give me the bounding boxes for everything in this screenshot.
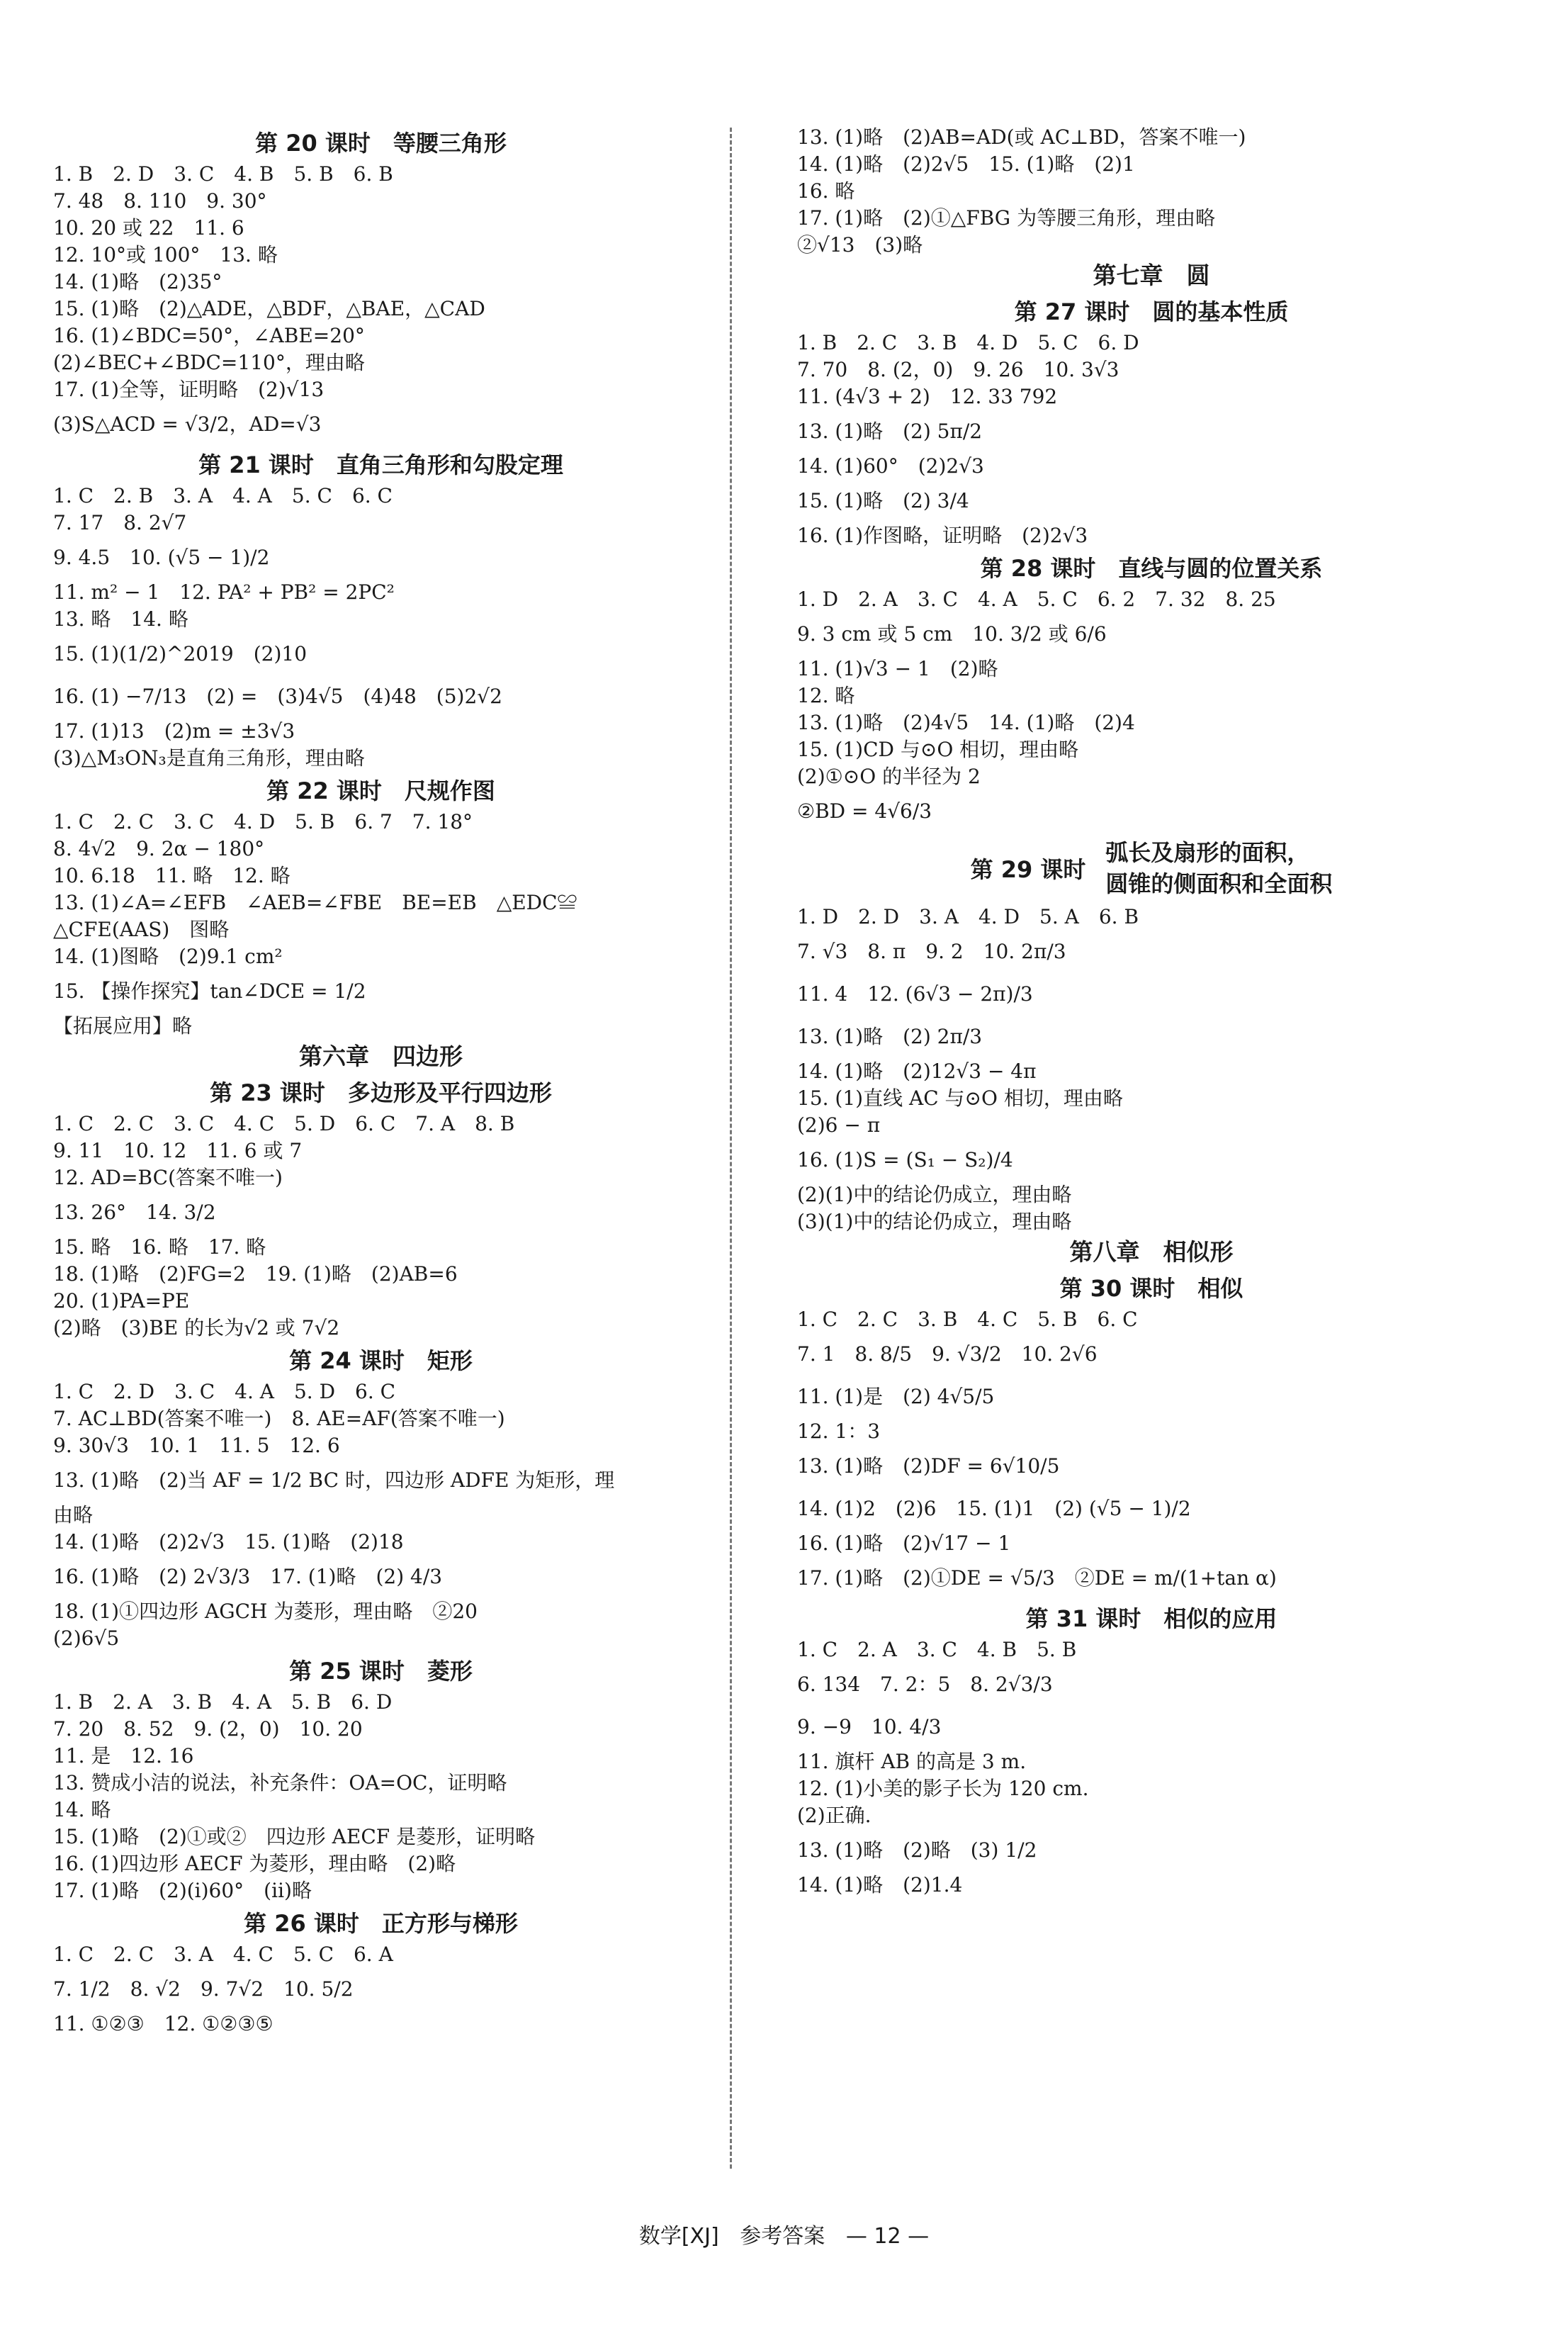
answer-line: 16. (1)略 (2)√17 − 1 bbox=[797, 1532, 1011, 1555]
answer-line: 18. (1)①四边形 AGCH 为菱形，理由略 ②20 bbox=[53, 1600, 478, 1623]
answer-line: 16. (1)S = (S₁ − S₂)/4 bbox=[797, 1148, 1013, 1172]
lesson-heading: 第 25 课时 菱形 bbox=[289, 1658, 473, 1685]
answer-line: 13. (1)略 (2)4√5 14. (1)略 (2)4 bbox=[797, 711, 1135, 734]
answer-line: 7. 1 8. 8/5 9. √3/2 10. 2√6 bbox=[797, 1342, 1098, 1366]
answer-line: 11. (1)是 (2) 4√5/5 bbox=[797, 1385, 995, 1408]
answer-line: 15. (1)(1/2)^2019 (2)10 bbox=[53, 642, 308, 665]
chapter-heading: 第八章 相似形 bbox=[1069, 1238, 1234, 1266]
answer-line: 7. 48 8. 110 9. 30° bbox=[53, 189, 267, 213]
answer-line: 1. D 2. D 3. A 4. D 5. A 6. B bbox=[797, 905, 1139, 928]
answer-line: 12. 略 bbox=[797, 684, 855, 707]
answer-line: 7. AC⊥BD(答案不唯一) 8. AE=AF(答案不唯一) bbox=[53, 1407, 505, 1430]
answer-line: (2)正确. bbox=[797, 1804, 872, 1827]
answer-line: 1. C 2. C 3. C 4. D 5. B 6. 7 7. 18° bbox=[53, 810, 473, 833]
answer-line: 12. 1：3 bbox=[797, 1420, 881, 1443]
page-footer bbox=[0, 2218, 1568, 2249]
answer-line: 13. (1)略 (2) 5π/2 bbox=[797, 420, 983, 443]
answer-line: 14. 略 bbox=[53, 1798, 111, 1821]
answer-line: 1. C 2. D 3. C 4. A 5. D 6. C bbox=[53, 1380, 396, 1403]
answer-line: (3)(1)中的结论仍成立，理由略 bbox=[797, 1210, 1072, 1233]
answer-line: 1. C 2. C 3. B 4. C 5. B 6. C bbox=[797, 1308, 1138, 1331]
answer-line: 15. 【操作探究】tan∠DCE = 1/2 bbox=[53, 979, 366, 1003]
answer-line: 1. C 2. C 3. C 4. C 5. D 6. C 7. A 8. B bbox=[53, 1112, 515, 1135]
answer-line: 9. 4.5 10. (√5 − 1)/2 bbox=[53, 546, 270, 569]
lesson-heading: 第 24 课时 矩形 bbox=[289, 1347, 473, 1374]
answer-line: 7. √3 8. π 9. 2 10. 2π/3 bbox=[797, 940, 1066, 963]
lesson-heading: 第 23 课时 多边形及平行四边形 bbox=[210, 1079, 552, 1106]
answer-line: (2)∠BEC+∠BDC=110°，理由略 bbox=[53, 351, 365, 374]
lesson-heading: 第 30 课时 相似 bbox=[1059, 1275, 1243, 1302]
answer-line: 11. m² − 1 12. PA² + PB² = 2PC² bbox=[53, 580, 395, 604]
answer-line: (2)略 (3)BE 的长为√2 或 7√2 bbox=[53, 1316, 340, 1339]
answer-line: 11. ①②③ 12. ①②③⑤ bbox=[53, 2012, 273, 2035]
answer-line: 7. 1/2 8. √2 9. 7√2 10. 5/2 bbox=[53, 1977, 354, 2001]
answer-line: 10. 6.18 11. 略 12. 略 bbox=[53, 864, 291, 887]
answer-line: (2)(1)中的结论仍成立，理由略 bbox=[797, 1183, 1072, 1206]
answer-line: 14. (1)2 (2)6 15. (1)1 (2) (√5 − 1)/2 bbox=[797, 1497, 1191, 1520]
answer-line: 15. (1)略 (2) 3/4 bbox=[797, 489, 969, 512]
answer-line: 15. (1)略 (2)①或② 四边形 AECF 是菱形，证明略 bbox=[53, 1825, 536, 1848]
answer-line: 7. 70 8. (2，0) 9. 26 10. 3√3 bbox=[797, 358, 1119, 381]
answer-line: 15. 略 16. 略 17. 略 bbox=[53, 1235, 266, 1259]
answer-line: ②BD = 4√6/3 bbox=[797, 799, 932, 823]
answer-line: 15. (1)直线 AC 与⊙O 相切，理由略 bbox=[797, 1086, 1123, 1110]
answer-line: 15. (1)略 (2)△ADE，△BDF，△BAE，△CAD bbox=[53, 297, 485, 320]
answer-line: 13. 赞成小洁的说法，补充条件：OA=OC，证明略 bbox=[53, 1771, 507, 1794]
answer-line: (2)6√5 bbox=[53, 1626, 120, 1650]
answer-line: 16. (1)作图略，证明略 (2)2√3 bbox=[797, 524, 1088, 547]
answer-line: 17. (1)13 (2)m = ±3√3 bbox=[53, 719, 295, 743]
answer-line: 16. (1)∠BDC=50°，∠ABE=20° bbox=[53, 324, 365, 347]
lesson-heading: 第 31 课时 相似的应用 bbox=[1025, 1605, 1277, 1632]
answer-line: 9. 30√3 10. 1 11. 5 12. 6 bbox=[53, 1434, 340, 1457]
answer-line: 11. (4√3 + 2) 12. 33 792 bbox=[797, 385, 1058, 408]
answer-line: 9. 3 cm 或 5 cm 10. 3/2 或 6/6 bbox=[797, 622, 1107, 646]
answer-line: 16. 略 bbox=[797, 179, 855, 203]
right-column bbox=[797, 124, 1506, 1899]
answer-line: 20. (1)PA=PE bbox=[53, 1289, 190, 1313]
footer-page-number: — 12 — bbox=[845, 2224, 930, 2249]
answer-line: 9. 11 10. 12 11. 6 或 7 bbox=[53, 1139, 303, 1162]
answer-line: 13. (1)略 (2) 2π/3 bbox=[797, 1025, 983, 1048]
answer-line: 1. C 2. B 3. A 4. A 5. C 6. C bbox=[53, 484, 393, 507]
answer-line: 14. (1)略 (2)2√5 15. (1)略 (2)1 bbox=[797, 152, 1135, 176]
lesson-heading-line: 圆锥的侧面积和全面积 bbox=[1105, 870, 1333, 897]
lesson-heading: 第 22 课时 尺规作图 bbox=[266, 777, 495, 804]
footer-section: 参考答案 bbox=[740, 2224, 825, 2249]
answer-line: 1. B 2. A 3. B 4. A 5. B 6. D bbox=[53, 1690, 393, 1714]
answer-line: (2)①⊙O 的半径为 2 bbox=[797, 765, 981, 788]
answer-line: 13. (1)略 (2)当 AF = 1/2 BC 时，四边形 ADFE 为矩形，理 bbox=[53, 1468, 615, 1492]
answer-line: 14. (1)略 (2)1.4 bbox=[797, 1873, 963, 1897]
lesson-heading: 第 28 课时 直线与圆的位置关系 bbox=[980, 555, 1323, 582]
lesson-heading bbox=[797, 837, 1506, 899]
answer-line: (2)6 − π bbox=[797, 1113, 881, 1137]
answer-line: 9. −9 10. 4/3 bbox=[797, 1715, 942, 1738]
lesson-heading: 第 26 课时 正方形与梯形 bbox=[244, 1910, 518, 1937]
answer-line: 10. 20 或 22 11. 6 bbox=[53, 216, 244, 240]
answer-line: 1. B 2. C 3. B 4. D 5. C 6. D bbox=[797, 331, 1139, 354]
lesson-heading: 第 20 课时 等腰三角形 bbox=[255, 130, 507, 157]
answer-line: 1. C 2. A 3. C 4. B 5. B bbox=[797, 1638, 1077, 1661]
answer-line: 14. (1)略 (2)12√3 − 4π bbox=[797, 1060, 1037, 1083]
answer-line: 由略 bbox=[53, 1503, 94, 1527]
answer-line: 14. (1)略 (2)2√3 15. (1)略 (2)18 bbox=[53, 1530, 404, 1553]
answer-line: 16. (1) −7/13 (2) = (3)4√5 (4)48 (5)2√2 bbox=[53, 685, 502, 708]
lesson-heading: 第 21 课时 直角三角形和勾股定理 bbox=[198, 451, 563, 478]
answer-line: 16. (1)四边形 AECF 为菱形，理由略 (2)略 bbox=[53, 1852, 456, 1875]
answer-line: 12. 10°或 100° 13. 略 bbox=[53, 243, 278, 266]
answer-line: 13. 略 14. 略 bbox=[53, 607, 188, 631]
answer-line: 11. 4 12. (6√3 − 2π)/3 bbox=[797, 982, 1033, 1006]
answer-line: 7. 17 8. 2√7 bbox=[53, 511, 187, 534]
chapter-heading: 第七章 圆 bbox=[1093, 262, 1210, 289]
answer-line: 15. (1)CD 与⊙O 相切，理由略 bbox=[797, 738, 1079, 761]
answer-line: △CFE(AAS) 图略 bbox=[53, 918, 230, 941]
left-column bbox=[53, 124, 709, 2038]
answer-line: 6. 134 7. 2：5 8. 2√3/3 bbox=[797, 1673, 1053, 1696]
answer-line: 17. (1)略 (2)(ⅰ)60° (ⅱ)略 bbox=[53, 1879, 312, 1902]
answer-line: 1. D 2. A 3. C 4. A 5. C 6. 2 7. 32 8. 25 bbox=[797, 588, 1276, 611]
answer-line: 1. C 2. C 3. A 4. C 5. C 6. A bbox=[53, 1943, 393, 1966]
answer-line: 11. (1)√3 − 1 (2)略 bbox=[797, 657, 998, 680]
answer-line: 12. (1)小美的影子长为 120 cm. bbox=[797, 1777, 1089, 1800]
answer-line: (3)S△ACD = √3/2，AD=√3 bbox=[53, 412, 322, 436]
answer-line: 13. (1)略 (2)DF = 6√10/5 bbox=[797, 1454, 1060, 1478]
answer-line: 【拓展应用】略 bbox=[53, 1014, 193, 1038]
answer-line: 17. (1)略 (2)①DE = √5/3 ②DE = m/(1+tan α) bbox=[797, 1566, 1277, 1590]
answer-line: 13. (1)略 (2)略 (3) 1/2 bbox=[797, 1838, 1037, 1862]
answer-line: 18. (1)略 (2)FG=2 19. (1)略 (2)AB=6 bbox=[53, 1262, 458, 1286]
answer-line: 13. (1)略 (2)AB=AD(或 AC⊥BD，答案不唯一) bbox=[797, 125, 1246, 149]
answer-line: 11. 旗杆 AB 的高是 3 m. bbox=[797, 1750, 1027, 1773]
answer-line: 17. (1)略 (2)①△FBG 为等腰三角形，理由略 bbox=[797, 206, 1216, 230]
answer-line: (3)△M₃ON₃是直角三角形，理由略 bbox=[53, 746, 365, 770]
answer-line: 13. (1)∠A=∠EFB ∠AEB=∠FBE BE=EB △EDC≌ bbox=[53, 891, 577, 914]
column-divider bbox=[730, 128, 732, 2169]
chapter-heading: 第六章 四边形 bbox=[299, 1043, 463, 1070]
lesson-heading-label: 第 29 课时 bbox=[970, 856, 1086, 883]
answer-line: 14. (1)60° (2)2√3 bbox=[797, 454, 984, 478]
answer-line: 1. B 2. D 3. C 4. B 5. B 6. B bbox=[53, 162, 393, 186]
answer-line: 13. 26° 14. 3/2 bbox=[53, 1201, 216, 1224]
answer-line: 7. 20 8. 52 9. (2，0) 10. 20 bbox=[53, 1717, 363, 1741]
answer-line: 14. (1)略 (2)35° bbox=[53, 270, 222, 293]
answer-line: 8. 4√2 9. 2α − 180° bbox=[53, 837, 265, 860]
answer-line: 12. AD=BC(答案不唯一) bbox=[53, 1166, 283, 1189]
lesson-heading: 第 27 课时 圆的基本性质 bbox=[1014, 298, 1289, 325]
answer-line: 16. (1)略 (2) 2√3/3 17. (1)略 (2) 4/3 bbox=[53, 1565, 443, 1588]
answer-line: 14. (1)图略 (2)9.1 cm² bbox=[53, 945, 283, 968]
answer-line: ②√13 (3)略 bbox=[797, 233, 923, 257]
lesson-heading-line: 弧长及扇形的面积， bbox=[1105, 839, 1310, 866]
answer-line: 11. 是 12. 16 bbox=[53, 1744, 194, 1768]
answer-line: 17. (1)全等，证明略 (2)√13 bbox=[53, 378, 325, 401]
footer-subject: 数学[XJ] bbox=[638, 2224, 719, 2249]
